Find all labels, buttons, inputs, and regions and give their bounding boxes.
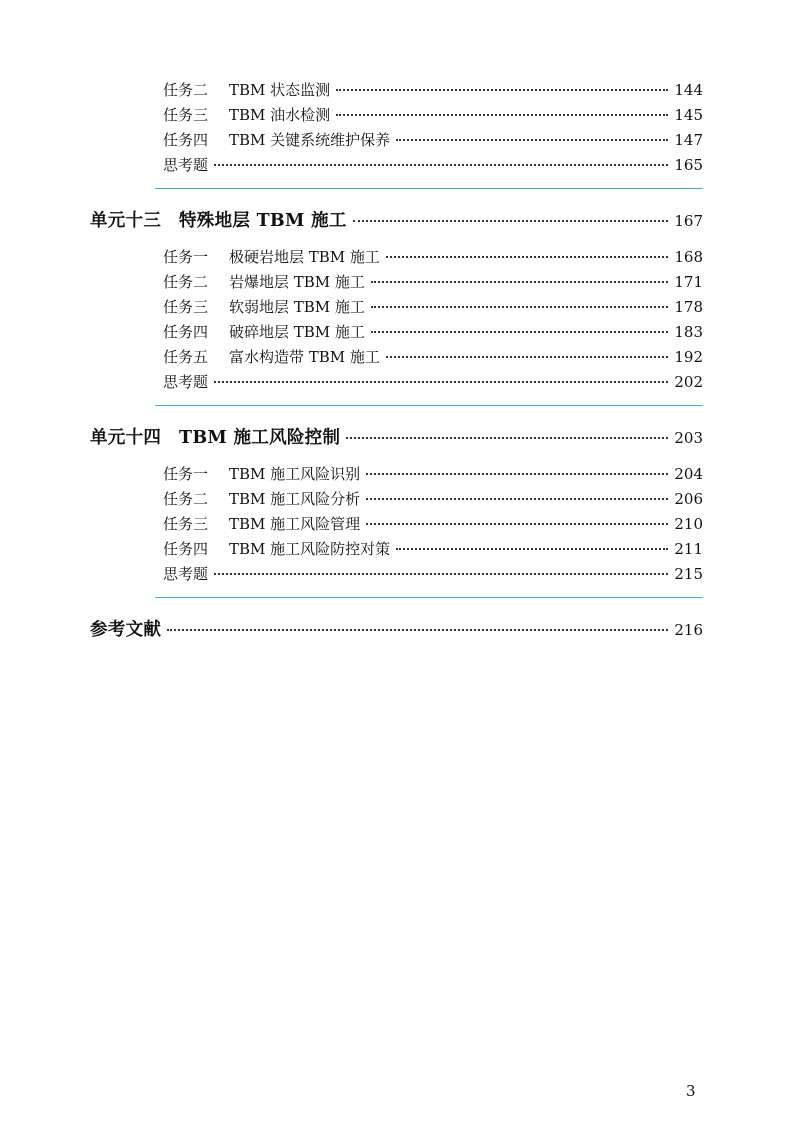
page-number: 203 <box>674 429 703 447</box>
entry-title: 破碎地层 TBM 施工 <box>229 323 365 341</box>
page-number: 211 <box>674 540 703 558</box>
task-number: 任务三 <box>163 106 209 124</box>
toc-references-entry[interactable] <box>90 616 703 641</box>
entry-title: 思考题 <box>163 565 209 583</box>
entry-title: 思考题 <box>163 156 209 174</box>
task-number: 任务一 <box>163 465 209 483</box>
toc-unit-heading[interactable] <box>90 424 703 449</box>
page-folio: 3 <box>686 1082 696 1100</box>
entry-title: TBM 施工风险分析 <box>229 490 361 508</box>
dot-leader <box>167 629 668 631</box>
task-number: 任务四 <box>163 540 209 558</box>
page-number: 168 <box>674 248 703 266</box>
dot-leader <box>371 281 668 283</box>
entry-title: TBM 施工风险识别 <box>229 465 361 483</box>
page-number: 171 <box>674 273 703 291</box>
toc-entry[interactable] <box>163 488 703 509</box>
page-number: 216 <box>674 621 703 639</box>
toc-questions-entry[interactable] <box>163 154 703 175</box>
section-divider <box>155 405 703 406</box>
dot-leader <box>396 548 668 550</box>
entry-title: TBM 施工风险管理 <box>229 515 361 533</box>
toc-entry[interactable] <box>163 129 703 150</box>
entry-title: TBM 状态监测 <box>229 81 331 99</box>
dot-leader <box>214 573 668 575</box>
dot-leader <box>353 220 669 222</box>
toc-entry[interactable] <box>163 321 703 342</box>
entry-title: 富水构造带 TBM 施工 <box>229 348 380 366</box>
entry-title: TBM 关键系统维护保养 <box>229 131 391 149</box>
dot-leader <box>386 356 668 358</box>
task-number: 任务三 <box>163 298 209 316</box>
page-number: 215 <box>674 565 703 583</box>
entry-title: 岩爆地层 TBM 施工 <box>229 273 365 291</box>
dot-leader <box>214 164 668 166</box>
dot-leader <box>386 256 668 258</box>
page-number: 144 <box>674 81 703 99</box>
task-number: 任务五 <box>163 348 209 366</box>
dot-leader <box>214 381 668 383</box>
section-divider <box>155 188 703 189</box>
task-number: 任务一 <box>163 248 209 266</box>
dot-leader <box>366 498 668 500</box>
page-number: 178 <box>674 298 703 316</box>
task-number: 任务四 <box>163 131 209 149</box>
dot-leader <box>346 437 668 439</box>
toc-entry[interactable] <box>163 463 703 484</box>
toc-entry[interactable] <box>163 104 703 125</box>
entry-title: 软弱地层 TBM 施工 <box>229 298 365 316</box>
entry-title: TBM 施工风险防控对策 <box>229 540 391 558</box>
page-number: 147 <box>674 131 703 149</box>
entry-title: 思考题 <box>163 373 209 391</box>
dot-leader <box>336 114 668 116</box>
toc-questions-entry[interactable] <box>163 563 703 584</box>
dot-leader <box>371 331 668 333</box>
dot-leader <box>366 473 668 475</box>
unit-title: 单元十四 TBM 施工风险控制 <box>90 428 341 448</box>
dot-leader <box>371 306 668 308</box>
toc-unit-heading[interactable] <box>90 207 703 232</box>
page-number: 210 <box>674 515 703 533</box>
page-number: 165 <box>674 156 703 174</box>
references-title: 参考文献 <box>90 620 162 640</box>
toc-entry[interactable] <box>163 79 703 100</box>
task-number: 任务三 <box>163 515 209 533</box>
page-number: 167 <box>674 212 703 230</box>
page-number: 206 <box>674 490 703 508</box>
task-number: 任务二 <box>163 81 209 99</box>
unit-title: 单元十三 特殊地层 TBM 施工 <box>90 211 347 231</box>
dot-leader <box>396 139 668 141</box>
section-divider <box>155 597 703 598</box>
page-number: 202 <box>674 373 703 391</box>
toc-questions-entry[interactable] <box>163 371 703 392</box>
task-number: 任务二 <box>163 273 209 291</box>
page-number: 204 <box>674 465 703 483</box>
toc-entry[interactable] <box>163 513 703 534</box>
page-number: 145 <box>674 106 703 124</box>
entry-title: 极硬岩地层 TBM 施工 <box>229 248 380 266</box>
dot-leader <box>366 523 668 525</box>
dot-leader <box>336 89 668 91</box>
task-number: 任务四 <box>163 323 209 341</box>
task-number: 任务二 <box>163 490 209 508</box>
toc-entry[interactable] <box>163 346 703 367</box>
toc-entry[interactable] <box>163 271 703 292</box>
toc-entry[interactable] <box>163 296 703 317</box>
page-number: 183 <box>674 323 703 341</box>
entry-title: TBM 油水检测 <box>229 106 331 124</box>
toc-entry[interactable] <box>163 246 703 267</box>
page-number: 192 <box>674 348 703 366</box>
toc-entry[interactable] <box>163 538 703 559</box>
